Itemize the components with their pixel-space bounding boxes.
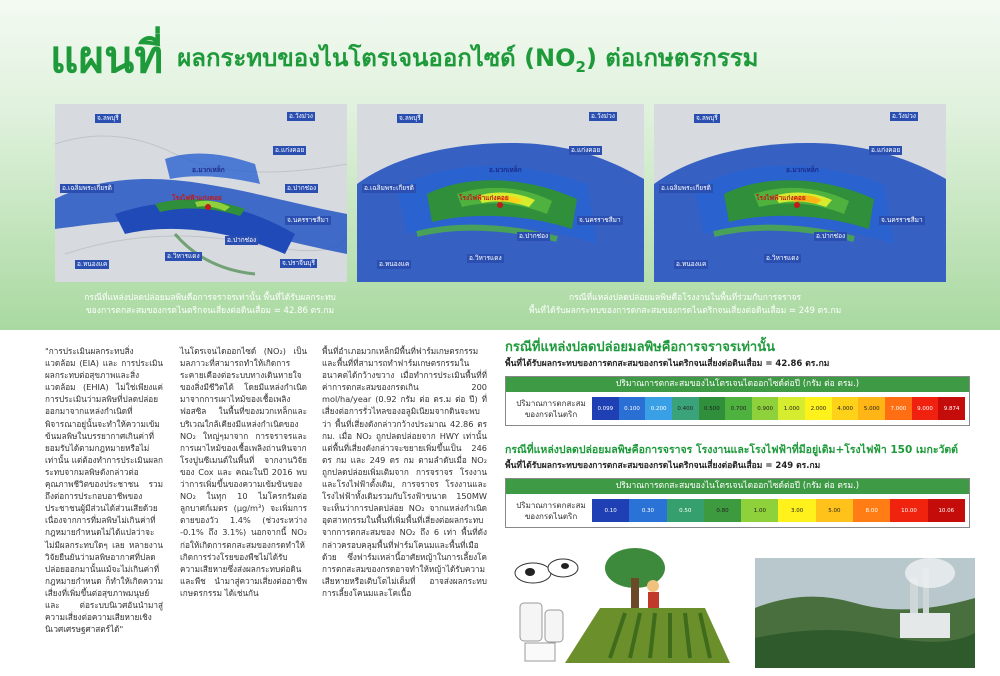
section2-swatches (592, 499, 965, 522)
map1-caption-line2: ของการตกสะสมของกรดไนตริกจนเสี่ยงต่อดินเสื่อม = 42.86 ตร.กม (85, 306, 335, 316)
body-column-3: พื้นที่อำเภอมวกเหล็กมีพื้นที่ฟาร์มเกษตรกรรมและพื้นที่ที่สามารถทำฟาร์มเกษตรกรรมในอนาคตได้กว้างขวาง เมื่อทำการประเมินพื้นที่ที่ค่าการตกสะสมของกรดเกิน 200 mol/ha/year (0.92 กรัม ต่อ ตร.ม ต่อ ปี) ที่เสี่ยงต่อการรั่วไหลของอลูมิเนียมจากดินจะพบว่า พื้นที่เสี่ยงดังกล่าวกว้างประมาณ 42.86 ตร กม. เมื่อ NO₂ ถูกปลดปล่อยจาก HWY เท่านั้น แต่พื้นที่เสี่ยงดังกล่าวจะขยายเพิ่มขึ้นเป็น 246 ตร กม และ 249 ตร กม ตามลำดับเมื่อ NO₂ ถูกปลดปล่อยเพิ่มเติมจาก การจราจร โรงงานและโรงไฟฟ้าตั้งเดิม, การจราจร โรงงานและโรงไฟฟ้าทั้งเดิมรวมกับโรงฟ้าขนาด 150MW จะเห็นว่าการปลดปล่อย NO₂ จากแหล่งกำเนิดอุตสาหกรรมในพื้นที่เพิ่มพื้นที่เสี่ยงต่อผลกระทบจากการตกสะสมของ NO₂ ถึง 6 เท่า พื้นที่ดังกล่าวครอบคลุมพื้นที่ฟาร์มโคนมและพื้นที่เมือด้วย ซึ่งฟาร์มเหล่านี้อาศัยหญ้าในการเลี้ยงโคการตกสะสมของกรดอาจทำให้หญ้าได้รับความเสียหายหรือเติบโตไม่เต็มที่ อาจส่งผลกระทบการเลี้ยงโคนมและโคเนื้อ (322, 346, 487, 598)
scale-swatch: 10.00 (890, 499, 927, 522)
map1-label-korat: จ.นครราชสีมา (287, 216, 329, 224)
map1-label-muaklek: อ.มวกเหล็ก (192, 166, 225, 174)
map1-label-pakchong: อ.ปากช่อง (227, 236, 257, 244)
body-column-2: ไนโตรเจนไดออกไซด์ (NO₂) เป็นมลภาวะที่สามารถทำให้เกิดการระคายเคืองต่อระบบทางเดินหายใจของสิ่งมีชีวิตได้ โดยมีแหล่งกำเนิดมาจากการเผาไหม้ของเชื้อเพลิงฟอสซิล ในพื้นที่ของมวกเหล็กและบริเวณใกล้เคียงมีแหล่งกำเนิดของ NO₂ ใหญ่ๆมาจาก การจราจรและการเผาไหม้ของเชื้อเพลิงถ่านหินจากโรงปูนซีเมนต์ในพื้นที่ จากงานวิจัยของ Cox และ คณะในปี 2016 พบว่าการเพิ่มขึ้นของความเข้มข้นของ NO₂ ในทุก 10 ไมโครกรัมต่อลูกบาศก์เมตร (μg/m³) จะเพิ่มการตายของวัว 1.4% (ช่วงระหว่าง -0.1% ถึง 3.1%) นอกจากนี้ NO₂ ก่อให้เกิดการตกสะสมของกรดทำให้เกิดการร่วงโรยของพืชไม่ได้รับความเสียหายซึ่งส่งผลกระทบต่อดินและพืช นำมาสู่ความเสี่ยงต่ออาชีพเกษตรกรรม ได้เช่นกัน (180, 346, 307, 598)
map3-label-lopburi: จ.ลพบุรี (696, 114, 718, 122)
scale-swatch: 5.000 (858, 397, 885, 420)
section1-swatches (592, 397, 965, 420)
section1-row-label: ปริมาณการตกสะสม ของกรดไนตริก (516, 398, 586, 419)
map-industry-traffic (357, 104, 644, 282)
map3-label-muaklek: อ.มวกเหล็ก (786, 166, 819, 174)
map1-caption-line1: กรณีที่แหล่งปลดปล่อยมลพิษคือการจราจรเท่านั้น พื้นที่ได้รับผลกระทบ (84, 293, 336, 303)
map1-label-plant: โรงไฟฟ้าแก่งคอย (172, 194, 222, 202)
scale-swatch: 0.400 (672, 397, 699, 420)
section2-title: กรณีที่แหล่งปลดปล่อยมลพิษคือการจราจร โรงงานและโรงไฟฟ้าที่มีอยู่เดิม+โรงไฟฟ้า 150 เมกะวัตต์ (505, 444, 958, 456)
scale-swatch: 7.000 (885, 397, 912, 420)
title-subscript: 2 (575, 58, 586, 76)
maps-row (55, 104, 946, 282)
map23-caption-line2: พื้นที่ได้รับผลกระทบของการตกสะสมของกรดไนตริกจนเสี่ยงต่อดินเสื่อม = 249 ตร.กม (528, 306, 842, 316)
map1-label-kaengkhoi: อ.แก่งคอย (275, 146, 305, 154)
section1-scale-table (505, 376, 970, 426)
map23-caption-line1: กรณีที่แหล่งปลดปล่อยมลพิษคือโรงงานในพื้นที่ร่วมกับการจราจร (568, 293, 802, 303)
map2-label-pakchong: อ.ปากช่อง (519, 232, 549, 240)
map2-label-lopburi: จ.ลพบุรี (399, 114, 421, 122)
section2-row-label: ปริมาณการตกสะสมของกรดไนตริก (516, 500, 586, 521)
farm-illustration (505, 548, 740, 668)
scale-swatch: 4.000 (832, 397, 859, 420)
section2-subtitle: พื้นที่ได้รับผลกระทบของการตกสะสมของกรดไนตริกจนเสี่ยงต่อดินเสื่อม = 249 ตร.กม (505, 461, 821, 471)
section1-title: กรณีที่แหล่งปลดปล่อยมลพิษคือการจราจรเท่านั้น (505, 340, 775, 355)
map3-plant-marker (794, 202, 800, 208)
body-column-1: "การประเมินผลกระทบสิ่งแวดล้อม (EIA) และ การประเมินผลกระทบต่อสุขภาพและสิ่งแวดล้อม (EHIA) ไม่ใช่เพียงแค่การประเมินว่ามลพิษที่ปลดปล่อยออกมาจากแหล่งกำเนิดที่พิจารณาอยู่นั้นจะทำให้ความเข้มข้นมลพิษในบรรยากาศเกินค่าที่ยอมรับได้ตามกฎหมายหรือไม่เท่านั้น แต่ต้องทำการประเมินผลกระทบจากมลพิษดังกล่าวต่อคุณภาพชีวิตของประชาชน รวมถึงต่อการประกอบอาชีพของประชาชนผู้มีส่วนได้ส่วนเสียด้วย เนื่องจากการที่มลพิษไม่เกินค่าที่กฎหมายกำหนดไม่ได้แปลว่าจะไม่มีผลกระทบใดๆ เลย หลายงานวิจัยยืนยันว่ามลพิษอากาศที่ปลดปล่อยออกมานั้นแม้จะไม่เกินค่าที่กฎหมายกำหนด ก็ทำให้เกิดความเสี่ยงที่เพิ่มขึ้นต่อสุขภาพมนุษย์ และ ต่อระบบนิเวศอันนำมาสู่ความเสี่ยงต่อความเสียหายเชิงนิเวศเศรษฐศาสตร์ได้" (45, 346, 163, 635)
scale-swatch: 9.000 (912, 397, 939, 420)
scale-swatch: 9.874 (938, 397, 965, 420)
map3-label-pakchong: อ.ปากช่อง (816, 232, 846, 240)
map1-label-prachinburi: จ.ปราจีนบุรี (282, 259, 316, 267)
map2-label-wangmuang: อ.วังม่วง (591, 112, 615, 120)
scale-swatch: 8.00 (853, 499, 890, 522)
map1-label-lopburi: จ.ลพบุรี (97, 114, 119, 122)
map3-label-plant: โรงไฟฟ้าแก่งคอย (756, 194, 806, 202)
map2-label-kaengkhoi: อ.แก่งคอย (571, 146, 601, 154)
title-subtitle (177, 46, 758, 80)
map1-label-khaoyai: อ.ปากช่อง (287, 184, 317, 192)
section1-table-header: ปริมาณการตกสะสมของไนโตรเจนไดออกไซด์ต่อปี (กรัม ต่อ ตรม.) (506, 377, 969, 392)
map2-plant-marker (497, 202, 503, 208)
map3-label-chaloem: อ.เฉลิมพระเกียรติ (661, 184, 711, 192)
scale-swatch: 2.000 (805, 397, 832, 420)
map1-label-wangmuang: อ.วังม่วง (289, 112, 313, 120)
scale-swatch: 0.80 (704, 499, 741, 522)
scale-swatch: 0.500 (699, 397, 726, 420)
scale-swatch: 0.100 (619, 397, 646, 420)
scale-swatch: 0.10 (592, 499, 629, 522)
title-text: ผลกระทบของไนโตรเจนออกไซด์ (NO (177, 44, 576, 73)
map1-plant-marker (205, 204, 211, 210)
map2-label-muaklek: อ.มวกเหล็ก (489, 166, 522, 174)
scale-swatch: 3.00 (778, 499, 815, 522)
scale-swatch: 0.099 (592, 397, 619, 420)
map2-label-nongkhae: อ.หนองแค (379, 260, 410, 268)
title-text-end: ) ต่อเกษตรกรรม (585, 44, 759, 73)
scale-swatch: 1.000 (778, 397, 805, 420)
map2-label-saohai: อ.วิหารแดง (469, 254, 502, 262)
scale-swatch: 5.00 (816, 499, 853, 522)
title-main: แผนที่ (50, 32, 164, 83)
map23-caption (430, 292, 940, 318)
section1-table-row (506, 392, 969, 425)
map1-label-chaloem: อ.เฉลิมพระเกียรติ (62, 184, 112, 192)
map-traffic-only (55, 104, 347, 282)
map1-label-saohai: อ.วิหารแดง (167, 252, 200, 260)
section2-table-row (506, 494, 969, 527)
scale-swatch: 1.00 (741, 499, 778, 522)
section2-scale-table (505, 478, 970, 528)
map2-label-korat: จ.นครราชสีมา (579, 216, 621, 224)
map3-label-korat: จ.นครราชสีมา (881, 216, 923, 224)
map-industry-new-plant (654, 104, 946, 282)
map1-label-nongkhae: อ.หนองแค (77, 260, 108, 268)
section1-subtitle: พื้นที่ได้รับผลกระทบของการตกสะสมของกรดไนตริกจนเสี่ยงต่อดินเสื่อม = 42.86 ตร.กม (505, 359, 830, 369)
power-plant-photo (755, 558, 975, 668)
scale-swatch: 0.900 (752, 397, 779, 420)
map2-label-chaloem: อ.เฉลิมพระเกียรติ (364, 184, 414, 192)
page-title (50, 32, 759, 83)
section2-table-header: ปริมาณการตกสะสมของไนโตรเจนไดออกไซด์ต่อปี (กรัม ต่อ ตรม.) (506, 479, 969, 494)
scale-swatch: 0.30 (629, 499, 666, 522)
scale-swatch: 0.50 (667, 499, 704, 522)
map3-label-saohai: อ.วิหารแดง (766, 254, 799, 262)
map2-label-plant: โรงไฟฟ้าแก่งคอย (459, 194, 509, 202)
scale-swatch: 0.200 (645, 397, 672, 420)
scale-swatch: 10.06 (928, 499, 965, 522)
map3-label-nongkhae: อ.หนองแค (676, 260, 707, 268)
map3-label-kaengkhoi: อ.แก่งคอย (871, 146, 901, 154)
map1-caption (60, 292, 360, 318)
illustrations (505, 548, 975, 668)
scale-swatch: 0.700 (725, 397, 752, 420)
map3-label-wangmuang: อ.วังม่วง (892, 112, 916, 120)
